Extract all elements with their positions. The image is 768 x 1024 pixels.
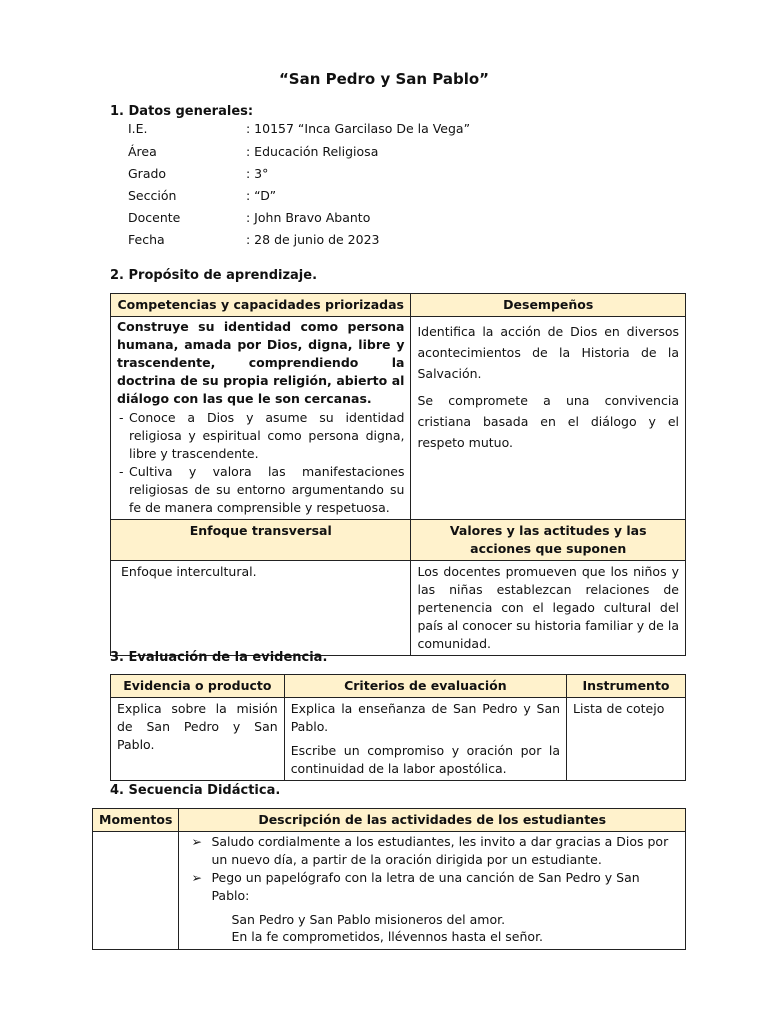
actividad-text: Pego un papelógrafo con la letra de una canción de San Pedro y San Pablo: xyxy=(211,870,640,903)
desempenos-header: Desempeños xyxy=(411,294,686,317)
momentos-cell xyxy=(93,832,179,950)
section2-heading: 2. Propósito de aprendizaje. xyxy=(110,268,318,283)
valores-cell: Los docentes promueven que los niños y las niñas establezcan relaciones de pertenencia con el legado cultural del país al conocer su historia familiar y de la comunidad. xyxy=(411,561,686,656)
list-item xyxy=(185,869,679,905)
dg-row-area xyxy=(128,144,379,159)
dg-value: : “D” xyxy=(246,188,277,203)
capacidades-list xyxy=(117,409,404,517)
desempeno-item: Identifica la acción de Dios en diversos acontecimientos de la Historia de la Salvación. xyxy=(417,324,679,381)
instrumento-cell: Lista de cotejo xyxy=(567,698,686,781)
competencias-cell xyxy=(111,317,411,520)
dg-value: : 10157 “Inca Garcilaso De la Vega” xyxy=(246,121,471,136)
dg-label: Área xyxy=(128,144,157,159)
dg-value: : 28 de junio de 2023 xyxy=(246,232,380,247)
dg-row-ie xyxy=(128,121,471,136)
actividad-text: Saludo cordialmente a los estudiantes, les invito a dar gracias a Dios por un nuevo día, a partir de la oración dirigida por un estudiante. xyxy=(211,834,669,867)
dg-row-grado xyxy=(128,166,269,181)
song-line: En la fe comprometidos, llévennos hasta el señor. xyxy=(231,929,544,944)
section4-heading: 4. Secuencia Didáctica. xyxy=(110,783,281,798)
criterios-header: Criterios de evaluación xyxy=(284,675,566,698)
instrumento-header: Instrumento xyxy=(567,675,686,698)
document-title: “San Pedro y San Pablo” xyxy=(278,70,490,88)
dg-label: Sección xyxy=(128,188,177,203)
evaluacion-table xyxy=(110,674,686,781)
list-item: - Conoce a Dios y asume su identidad religiosa y espiritual como persona digna, libre y trascendente. xyxy=(117,409,404,463)
criterios-cell xyxy=(284,698,566,781)
dg-row-docente xyxy=(128,210,371,225)
evidencia-header: Evidencia o producto xyxy=(111,675,285,698)
song-line: San Pedro y San Pablo misioneros del amor. xyxy=(231,912,506,927)
proposito-table xyxy=(110,293,686,656)
evidencia-cell: Explica sobre la misión de San Pedro y San Pablo. xyxy=(111,698,285,781)
list-item xyxy=(185,833,679,869)
dg-label: Fecha xyxy=(128,232,165,247)
criterio-item: Escribe un compromiso y oración por la continuidad de la labor apostólica. xyxy=(290,743,561,776)
dg-label: Grado xyxy=(128,166,167,181)
arrow-bullet-icon: ➢ xyxy=(191,870,202,885)
enfoque-cell: Enfoque intercultural. xyxy=(111,561,411,656)
competencias-header: Competencias y capacidades priorizadas xyxy=(111,294,411,317)
desempeno-item: Se compromete a una convivencia cristiana basada en el diálogo y el respeto mutuo. xyxy=(417,393,679,450)
momentos-header: Momentos xyxy=(93,809,179,832)
descripcion-header: Descripción de las actividades de los estudiantes xyxy=(179,809,686,832)
section3-heading: 3. Evaluación de la evidencia. xyxy=(110,650,328,665)
song-lyrics xyxy=(185,911,679,945)
section1-heading: 1. Datos generales: xyxy=(110,104,254,119)
criterio-item: Explica la enseñanza de San Pedro y San Pablo. xyxy=(290,701,561,734)
secuencia-table xyxy=(92,808,686,950)
dg-row-fecha xyxy=(128,232,380,247)
enfoque-header: Enfoque transversal xyxy=(111,520,411,561)
dg-row-seccion xyxy=(128,188,277,203)
dg-label: Docente xyxy=(128,210,181,225)
actividades-list xyxy=(185,833,679,905)
dg-value: : Educación Religiosa xyxy=(246,144,379,159)
valores-header: Valores y las actitudes y las acciones que suponen xyxy=(411,520,686,561)
dg-label: I.E. xyxy=(128,121,148,136)
dg-value: : 3° xyxy=(246,166,269,181)
arrow-bullet-icon: ➢ xyxy=(191,834,202,849)
descripcion-cell xyxy=(179,832,686,950)
competencia-text: Construye su identidad como persona humana, amada por Dios, digna, libre y trascendente, comprendiendo la doctrina de su propia religión, abierto al diálogo con las que le son cercanas. xyxy=(117,319,405,406)
list-item: - Cultiva y valora las manifestaciones religiosas de su entorno argumentando su fe de manera comprensible y respetuosa. xyxy=(117,463,404,517)
dg-value: : John Bravo Abanto xyxy=(246,210,371,225)
desempenos-cell xyxy=(411,317,686,520)
